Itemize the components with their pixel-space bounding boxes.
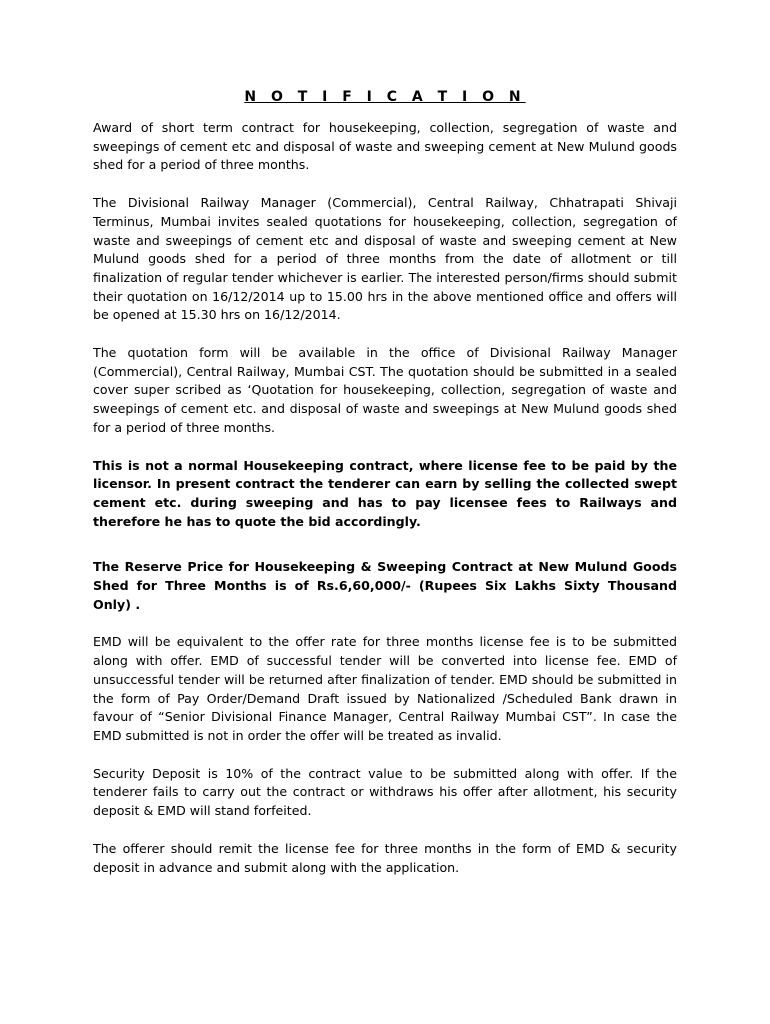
reserve-price-paragraph: The Reserve Price for Housekeeping & Sweeping Contract at New Mulund Goods Shed for Three Months is of Rs.6,60,000/- (Rupees Six Lakhs Sixty Thousand Only) . [93,559,677,612]
quotation-form-paragraph: The quotation form will be available in the office of Divisional Railway Manager (Commercial), Central Railway, Mumbai CST. The quotation should be submitted in a sealed cover super scribed as ‘Quotation for housekeeping, collection, segregation of waste and sweepings of cement etc. and disposal of waste and sweepings at New Mulund goods shed for a period of three months. [93,345,677,435]
security-deposit-paragraph: Security Deposit is 10% of the contract value to be submitted along with offer. If the tenderer fails to carry out the contract or withdraws his offer after allotment, his security deposit & EMD will stand forfeited. [93,765,677,819]
page-title: N O T I F I C A T I O N [244,89,526,105]
subject-paragraph: Award of short term contract for housekeeping, collection, segregation of waste and sweepings of cement etc and disposal of waste and sweeping cement at New Mulund goods shed for a period of three months. [93,120,677,173]
emd-paragraph: EMD will be equivalent to the offer rate for three months license fee is to be submitted along with offer. EMD of successful tender will be converted into license fee. EMD of unsuccessful tender will be returned after finalization of tender. EMD should be submitted in the form of Pay Order/Demand Draft issued by Nationalized /Scheduled Bank drawn in favour of “Senior Divisional Finance Manager, Central Railway Mumbai CST”. In case the EMD submitted is not in order the offer will be treated as invalid. [93,634,677,743]
invitation-paragraph: The Divisional Railway Manager (Commercial), Central Railway, Chhatrapati Shivaji Terminus, Mumbai invites sealed quotations for housekeeping, collection, segregation of waste and sweepings of cement etc and disposal of waste and sweeping cement at New Mulund goods shed for a period of three months from the date of allotment or till finalization of regular tender whichever is earlier. The interested person/firms should submit their quotation on 16/12/2014 up to 15.00 hrs in the above mentioned office and offers will be opened at 15.30 hrs on 16/12/2014. [93,195,677,323]
notification-document [93,88,677,896]
contract-nature-paragraph: This is not a normal Housekeeping contract, where license fee to be paid by the licensor. In present contract the tenderer can earn by selling the collected swept cement etc. during sweeping and has to pay licensee fees to Railways and therefore he has to quote the bid accordingly. [93,457,677,529]
license-fee-paragraph: The offerer should remit the license fee for three months in the form of EMD & security deposit in advance and submit along with the application. [93,840,677,875]
